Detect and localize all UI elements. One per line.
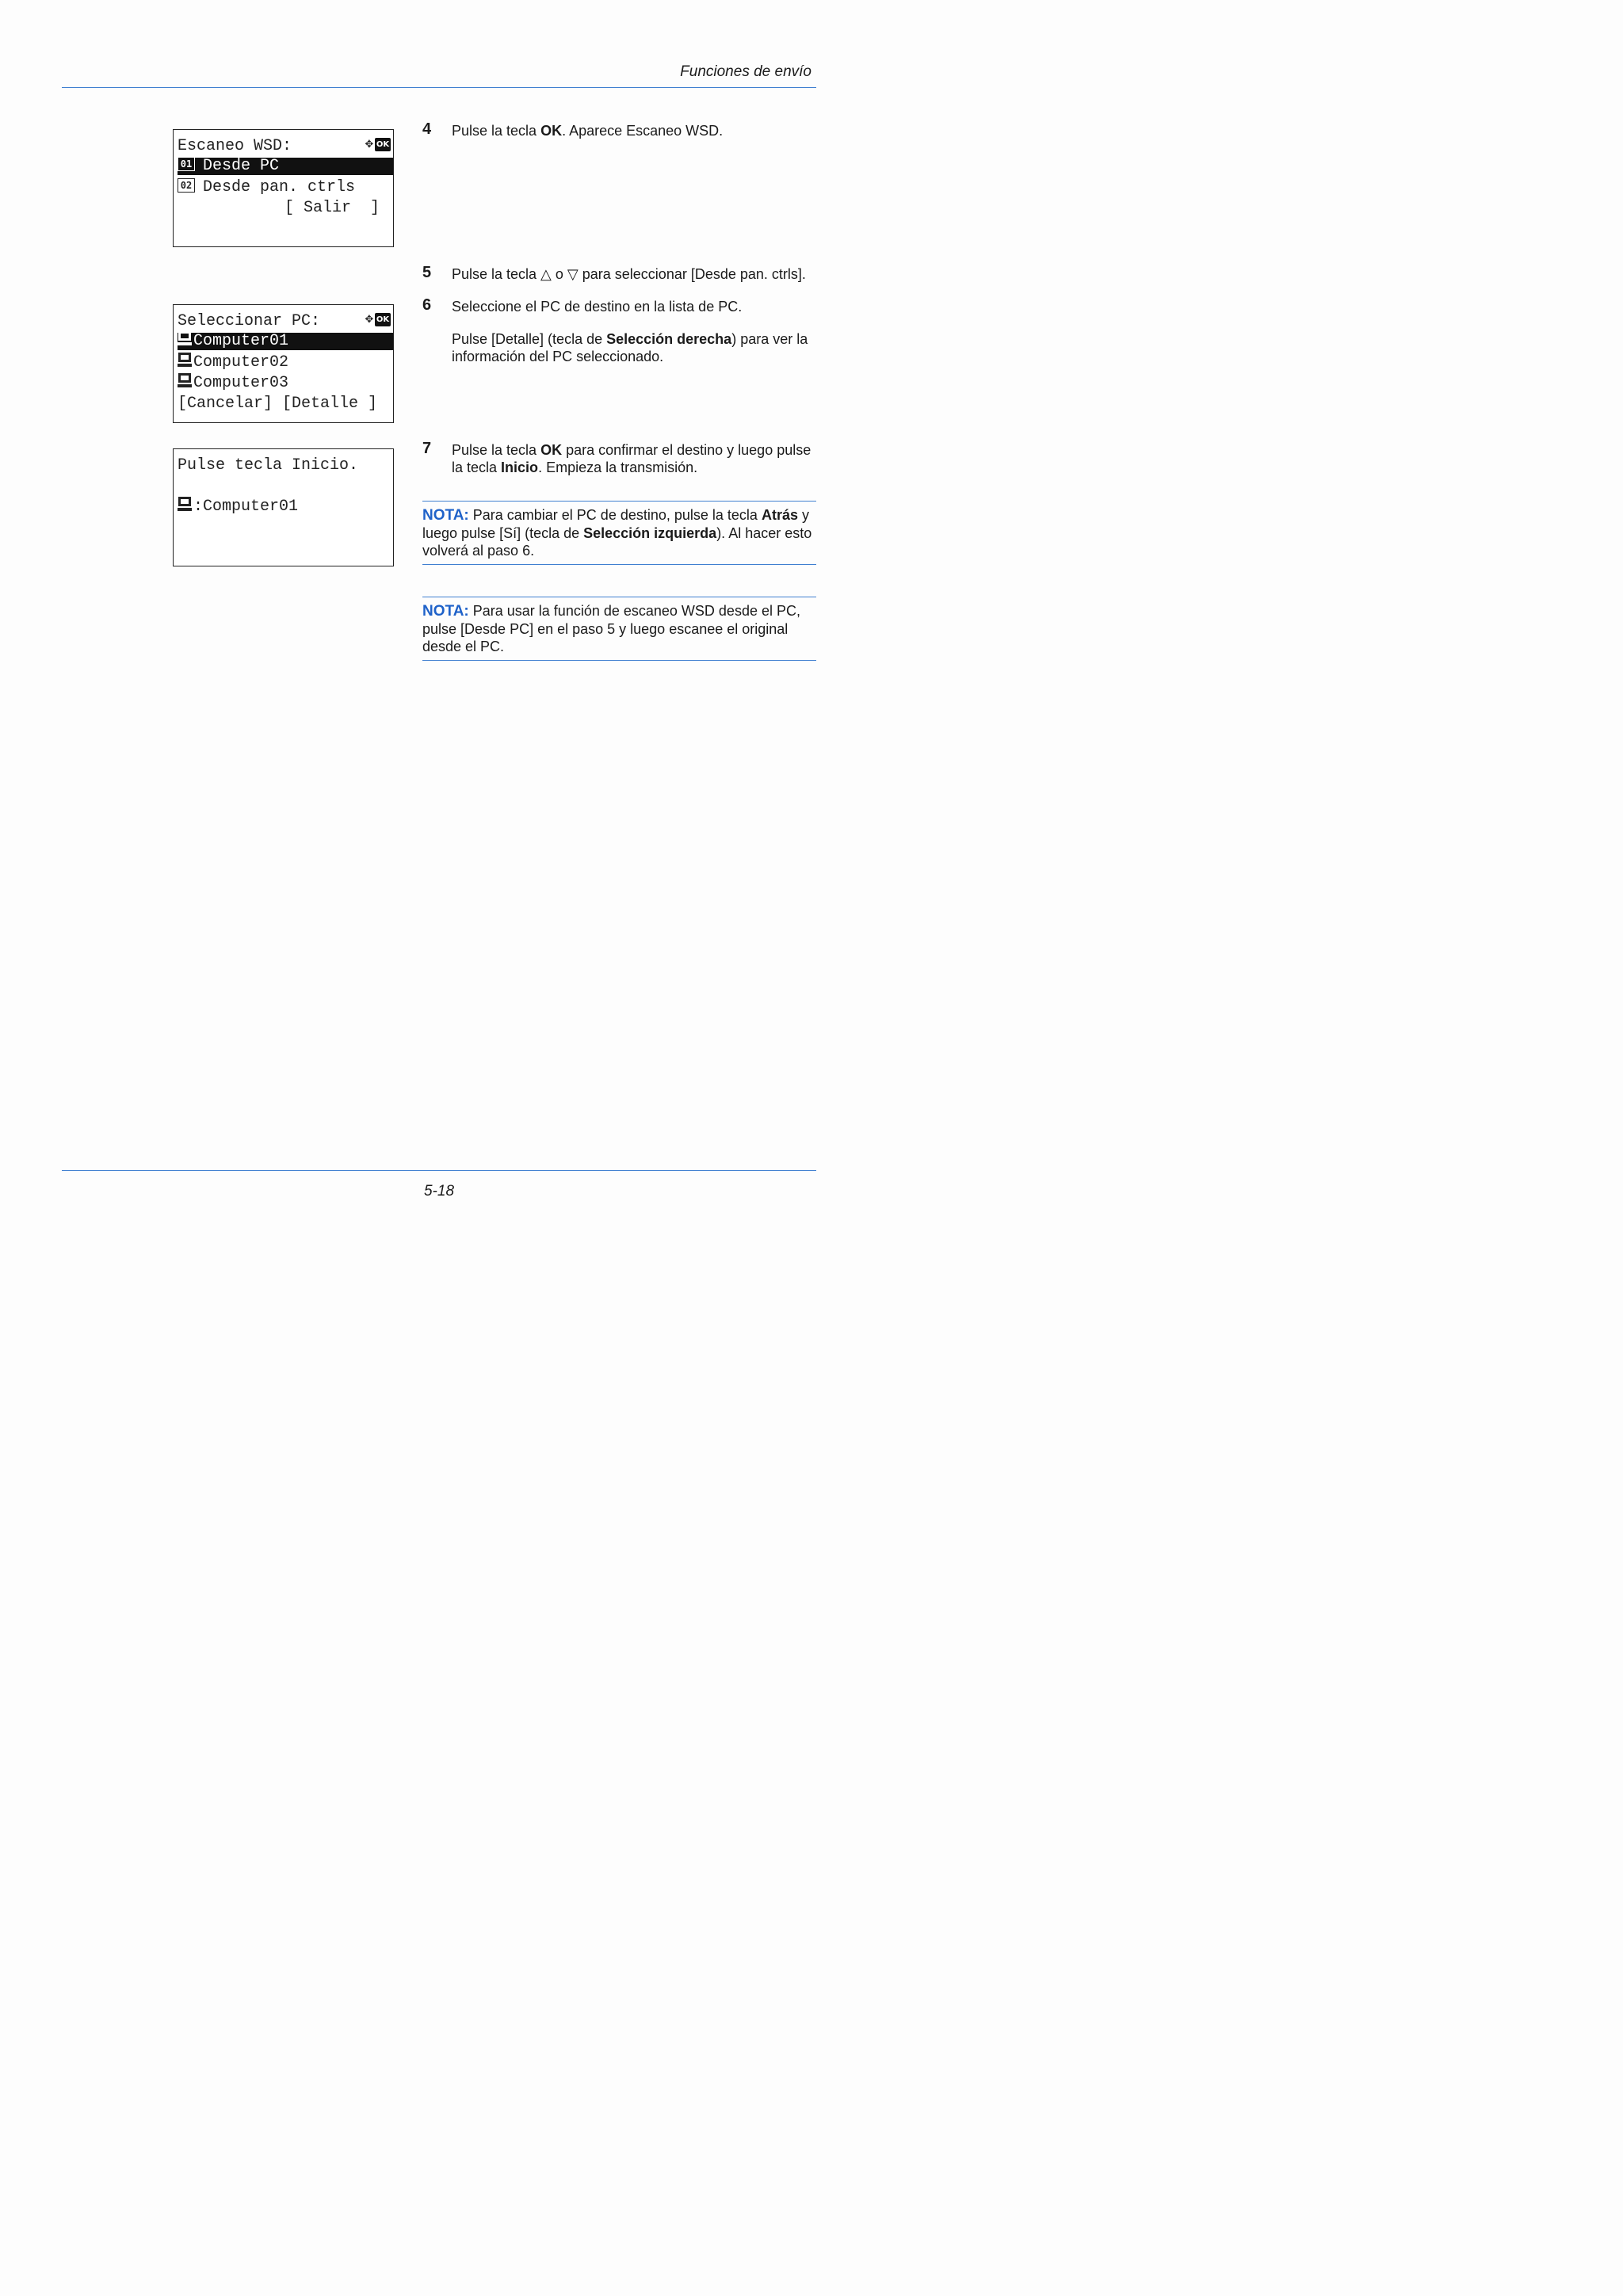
lcd-item-computer03[interactable] [178,375,391,392]
note-label: NOTA: [422,603,469,620]
number-02-icon: 02 [178,178,195,193]
computer-icon [178,353,192,368]
lcd-softkeys[interactable]: [Cancelar] [Detalle ] [178,395,378,413]
step-6-text: Seleccione el PC de destino en la lista de PC. [452,299,743,315]
step-6-number: 6 [422,296,432,314]
lcd-title: Escaneo WSD: [178,137,292,155]
ok-icon: OK [375,313,391,326]
step-4-number: 4 [422,120,432,138]
computer-icon [178,373,192,388]
lcd-item-label: Desde PC [203,157,280,175]
header-title: Funciones de envío [680,63,812,80]
note-label: NOTA: [422,507,469,524]
nav-ok-indicator [365,138,391,151]
step-7-text: Pulse la tecla OK para confirmar el destino y luego pulse la tecla Inicio. Empieza la transmisión. [452,442,812,475]
lcd-item-label: Computer02 [193,353,289,372]
computer-icon [178,331,192,346]
lcd-message: Pulse tecla Inicio. [178,456,359,475]
computer-icon [178,497,192,512]
lcd-seleccionar-pc [173,304,394,423]
note-escaneo-wsd-pc: NOTA: Para usar la función de escaneo WSD desde el PC, pulse [Desde PC] en el paso 5 y luego escanee el original desde el PC. [422,597,816,661]
note-cambiar-pc: NOTA: Para cambiar el PC de destino, pulse la tecla Atrás y luego pulse [Sí] (tecla de Selección izquierda). Al hacer esto volverá al paso 6. [422,501,816,565]
number-01-icon: 01 [178,157,195,171]
lcd-title: Seleccionar PC: [178,312,321,330]
lcd-destination [178,498,391,516]
lcd-item-desde-pan[interactable] [178,179,391,196]
lcd-item-label: Desde pan. ctrls [203,178,356,196]
destination-label: :Computer01 [193,498,299,516]
footer-rule [62,1170,816,1171]
lcd-item-label: Computer03 [193,374,289,392]
step-4-text: Pulse la tecla OK. Aparece Escaneo WSD. [452,123,724,139]
step-7-number: 7 [422,440,432,457]
step-5-number: 5 [422,264,432,281]
nav-ok-indicator [365,313,391,326]
lcd-item-computer02[interactable] [178,354,391,372]
four-way-arrow-icon: ✥ [365,312,373,327]
lcd-escaneo-wsd [173,129,394,247]
step-5-text: Pulse la tecla △ o ▽ para seleccionar [Desde pan. ctrls]. [452,266,806,282]
step-6-detail: Pulse [Detalle] (tecla de Selección derecha) para ver la información del PC seleccionado. [452,331,808,364]
page-number: 5-18 [423,1183,455,1199]
lcd-pulse-inicio [173,448,394,566]
lcd-item-desde-pc[interactable] [178,158,393,175]
ok-icon: OK [375,138,391,151]
lcd-item-label: Computer01 [193,332,289,350]
lcd-item-computer01[interactable] [178,333,393,350]
four-way-arrow-icon: ✥ [365,137,373,152]
header-rule [62,87,816,88]
lcd-salir-button[interactable]: [ Salir ] [285,199,380,217]
